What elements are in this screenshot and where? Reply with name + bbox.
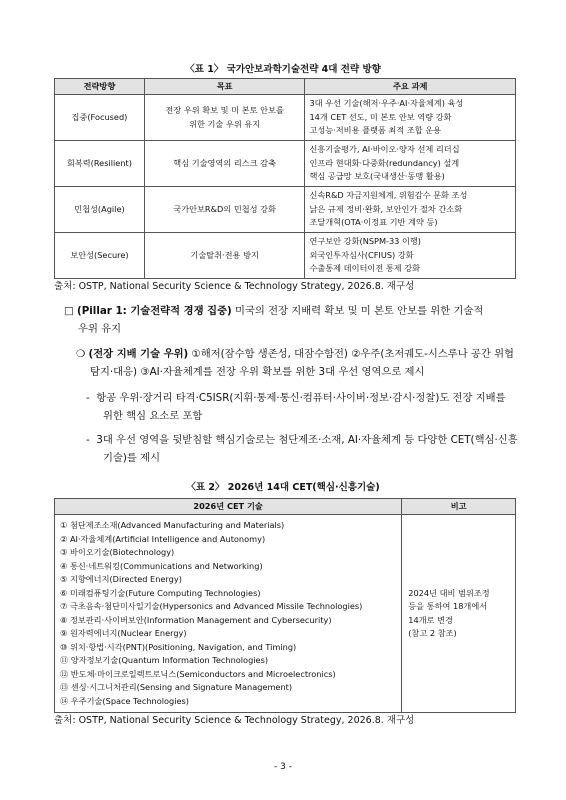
table-row (55, 95, 516, 141)
task-line: 신속R&D 자금지원체계, 위험감수 문화 조성 (309, 190, 468, 201)
task-line: 인프라 현대화·다중화(redundancy) 설계 (309, 157, 460, 168)
table1-caption: 〈표 1〉 국가안보과학기술전략 4대 전략 방향 (185, 64, 381, 75)
list-item: ④ 통신·네트워킹(Communications and Networking) (60, 560, 263, 571)
note-line: 2024년 대비 범위조정 (408, 587, 490, 598)
table1-header-direction: 전략방향 (55, 79, 145, 95)
dash-bullet-icon: - (86, 434, 90, 446)
list-item: ⑪ 양자정보기술(Quantum Information Technologies) (60, 655, 269, 665)
dash2-text: 3대 우선 영역을 뒷받침할 핵심기술로는 첨단제조·소재, AI·자율체계 등 다양한 CET(핵심·신흥 (96, 434, 518, 446)
dash-paragraph-1 (86, 390, 526, 425)
list-item: ③ 바이오기술(Biotechnology) (60, 547, 175, 557)
list-item: ⑫ 반도체·마이크로일렉트로닉스(Semiconductors and Microelectronics) (60, 668, 336, 679)
list-item: ⑧ 정보관리·사이버보안(Information Management and Cybersecurity) (60, 614, 332, 625)
table2-header-row (55, 499, 516, 515)
task-line: 고성능·저비용 플랫폼 최적 조합 운용 (309, 125, 442, 136)
task-line: 3대 우선 기술(해저·우주·AI·자율체계) 육성 (309, 98, 464, 109)
sub-text-cont: 탐지·대응) ③AI·자율체계를 전장 우위 확보를 위한 3대 우선 영역으로 제시 (90, 365, 425, 378)
direction-cell: 민첩성(Agile) (55, 187, 145, 233)
pillar-paragraph (64, 303, 524, 338)
table2-header-note: 비고 (402, 499, 516, 515)
direction-cell: 보안성(Secure) (55, 233, 145, 279)
table1-source: 출처: OSTP, National Security Science & Technology Strategy, 2026.8. 재구성 (54, 281, 415, 292)
task-line: 조달개혁(OTA·이정표 기반 계약 등) (309, 217, 438, 228)
goal-line: 위한 기술 우위 유지 (189, 118, 261, 129)
cet-table (54, 498, 516, 713)
task-line: 수출통제 데이터이전 통제 강화 (309, 263, 421, 274)
pillar-text-cont: 우위 유지 (78, 322, 122, 335)
note-cell (402, 515, 516, 713)
goal-cell: 기술탈취·전용 방지 (144, 233, 305, 279)
list-item: ⑬ 센싱·시그니처관리(Sensing and Signature Management) (60, 682, 293, 692)
dash1-text: 항공 우위·장거리 타격·C5ISR(지휘·통제·통신·컴퓨터·사이버·정보·감시·정찰)도 전장 지배를 (96, 392, 506, 404)
list-item: ⑩ 위치·항법·시각(PNT)(Positioning, Navigation, and Timing) (60, 641, 297, 652)
list-item: ⑥ 미래컴퓨팅기술(Future Computing Technologies) (60, 587, 261, 598)
note-line: 14개로 변경 (408, 614, 453, 625)
direction-cell: 집중(Focused) (55, 95, 145, 141)
sub-paragraph (76, 346, 526, 381)
task-line: 외국인투자심사(CFIUS) 강화 (309, 249, 414, 260)
table2-header-tech: 2026년 CET 기술 (55, 499, 402, 515)
tasks-cell (305, 95, 516, 141)
pillar-heading: (Pillar 1: 기술전략적 경쟁 집중) (77, 305, 232, 317)
table-row (55, 141, 516, 187)
table1-header-tasks: 주요 과제 (305, 79, 516, 95)
cet-list-cell (55, 515, 402, 713)
dash1-text-cont: 위한 핵심 요소로 포함 (103, 409, 203, 422)
goal-cell (144, 95, 305, 141)
tasks-cell (305, 141, 516, 187)
direction-cell: 회복력(Resilient) (55, 141, 145, 187)
dash-paragraph-2 (86, 432, 526, 467)
square-bullet-icon: □ (64, 305, 74, 317)
task-line: 신흥기술평가, AI·바이오·양자 선제 리더십 (309, 144, 460, 155)
pillar-text: 미국의 전장 지배력 확보 및 미 본토 안보를 위한 기술적 (231, 305, 484, 317)
list-item: ② AI·자율체계(Artificial Intelligence and Autonomy) (60, 533, 266, 544)
sub-text: ①해저(잠수함 생존성, 대잠수함전) ②우주(초저궤도-시스루나 공간 위협 (188, 348, 514, 360)
list-item: ⑦ 극초음속·첨단미사일기술(Hypersonics and Advanced Missile Technologies) (60, 601, 363, 611)
list-item: ⑨ 원자력에너지(Nuclear Energy) (60, 628, 187, 638)
sub-heading: (전장 지배 기술 우위) (88, 348, 189, 360)
tasks-cell (305, 187, 516, 233)
list-item: ⑭ 우주기술(Space Technologies) (60, 695, 189, 706)
task-line: 연구보안 강화(NSPM-33 이행) (309, 236, 422, 247)
table2-source: 출처: OSTP, National Security Science & Technology Strategy, 2026.8. 재구성 (54, 715, 415, 726)
note-line: (참고 2 참조) (408, 628, 457, 638)
list-item: ⑤ 지향에너지(Directed Energy) (60, 574, 182, 584)
task-line: 14개 CET 선도, 미 본토 안보 역량 강화 (309, 111, 452, 122)
dash-bullet-icon: - (86, 392, 90, 404)
table1-header-goal: 목표 (144, 79, 305, 95)
table-row (55, 233, 516, 279)
task-line: 핵심 공급망 보호(국내생산·동맹 활용) (309, 171, 445, 182)
goal-cell: 핵심 기술영역의 리스크 감축 (144, 141, 305, 187)
page-number: - 3 - (274, 762, 292, 772)
table-row (55, 187, 516, 233)
dash2-text-cont: 기술)를 제시 (103, 451, 161, 464)
note-line: 등을 통하여 18개에서 (408, 601, 488, 611)
goal-cell: 국가안보R&D의 민첩성 강화 (144, 187, 305, 233)
table1-header-row (55, 79, 516, 95)
tasks-cell (305, 233, 516, 279)
list-item: ① 첨단제조소재(Advanced Manufacturing and Materials) (60, 520, 285, 530)
goal-line: 전장 우위 확보 및 미 본토 안보를 (165, 105, 284, 115)
strategy-table (54, 78, 516, 279)
table2-caption: 〈표 2〉 2026년 14대 CET(핵심·신흥기술) (186, 482, 380, 493)
table-row (55, 515, 516, 713)
task-line: 낡은 규제 정비·완화, 보안인가 절차 간소화 (309, 203, 463, 214)
circle-bullet-icon: ❍ (76, 348, 86, 360)
